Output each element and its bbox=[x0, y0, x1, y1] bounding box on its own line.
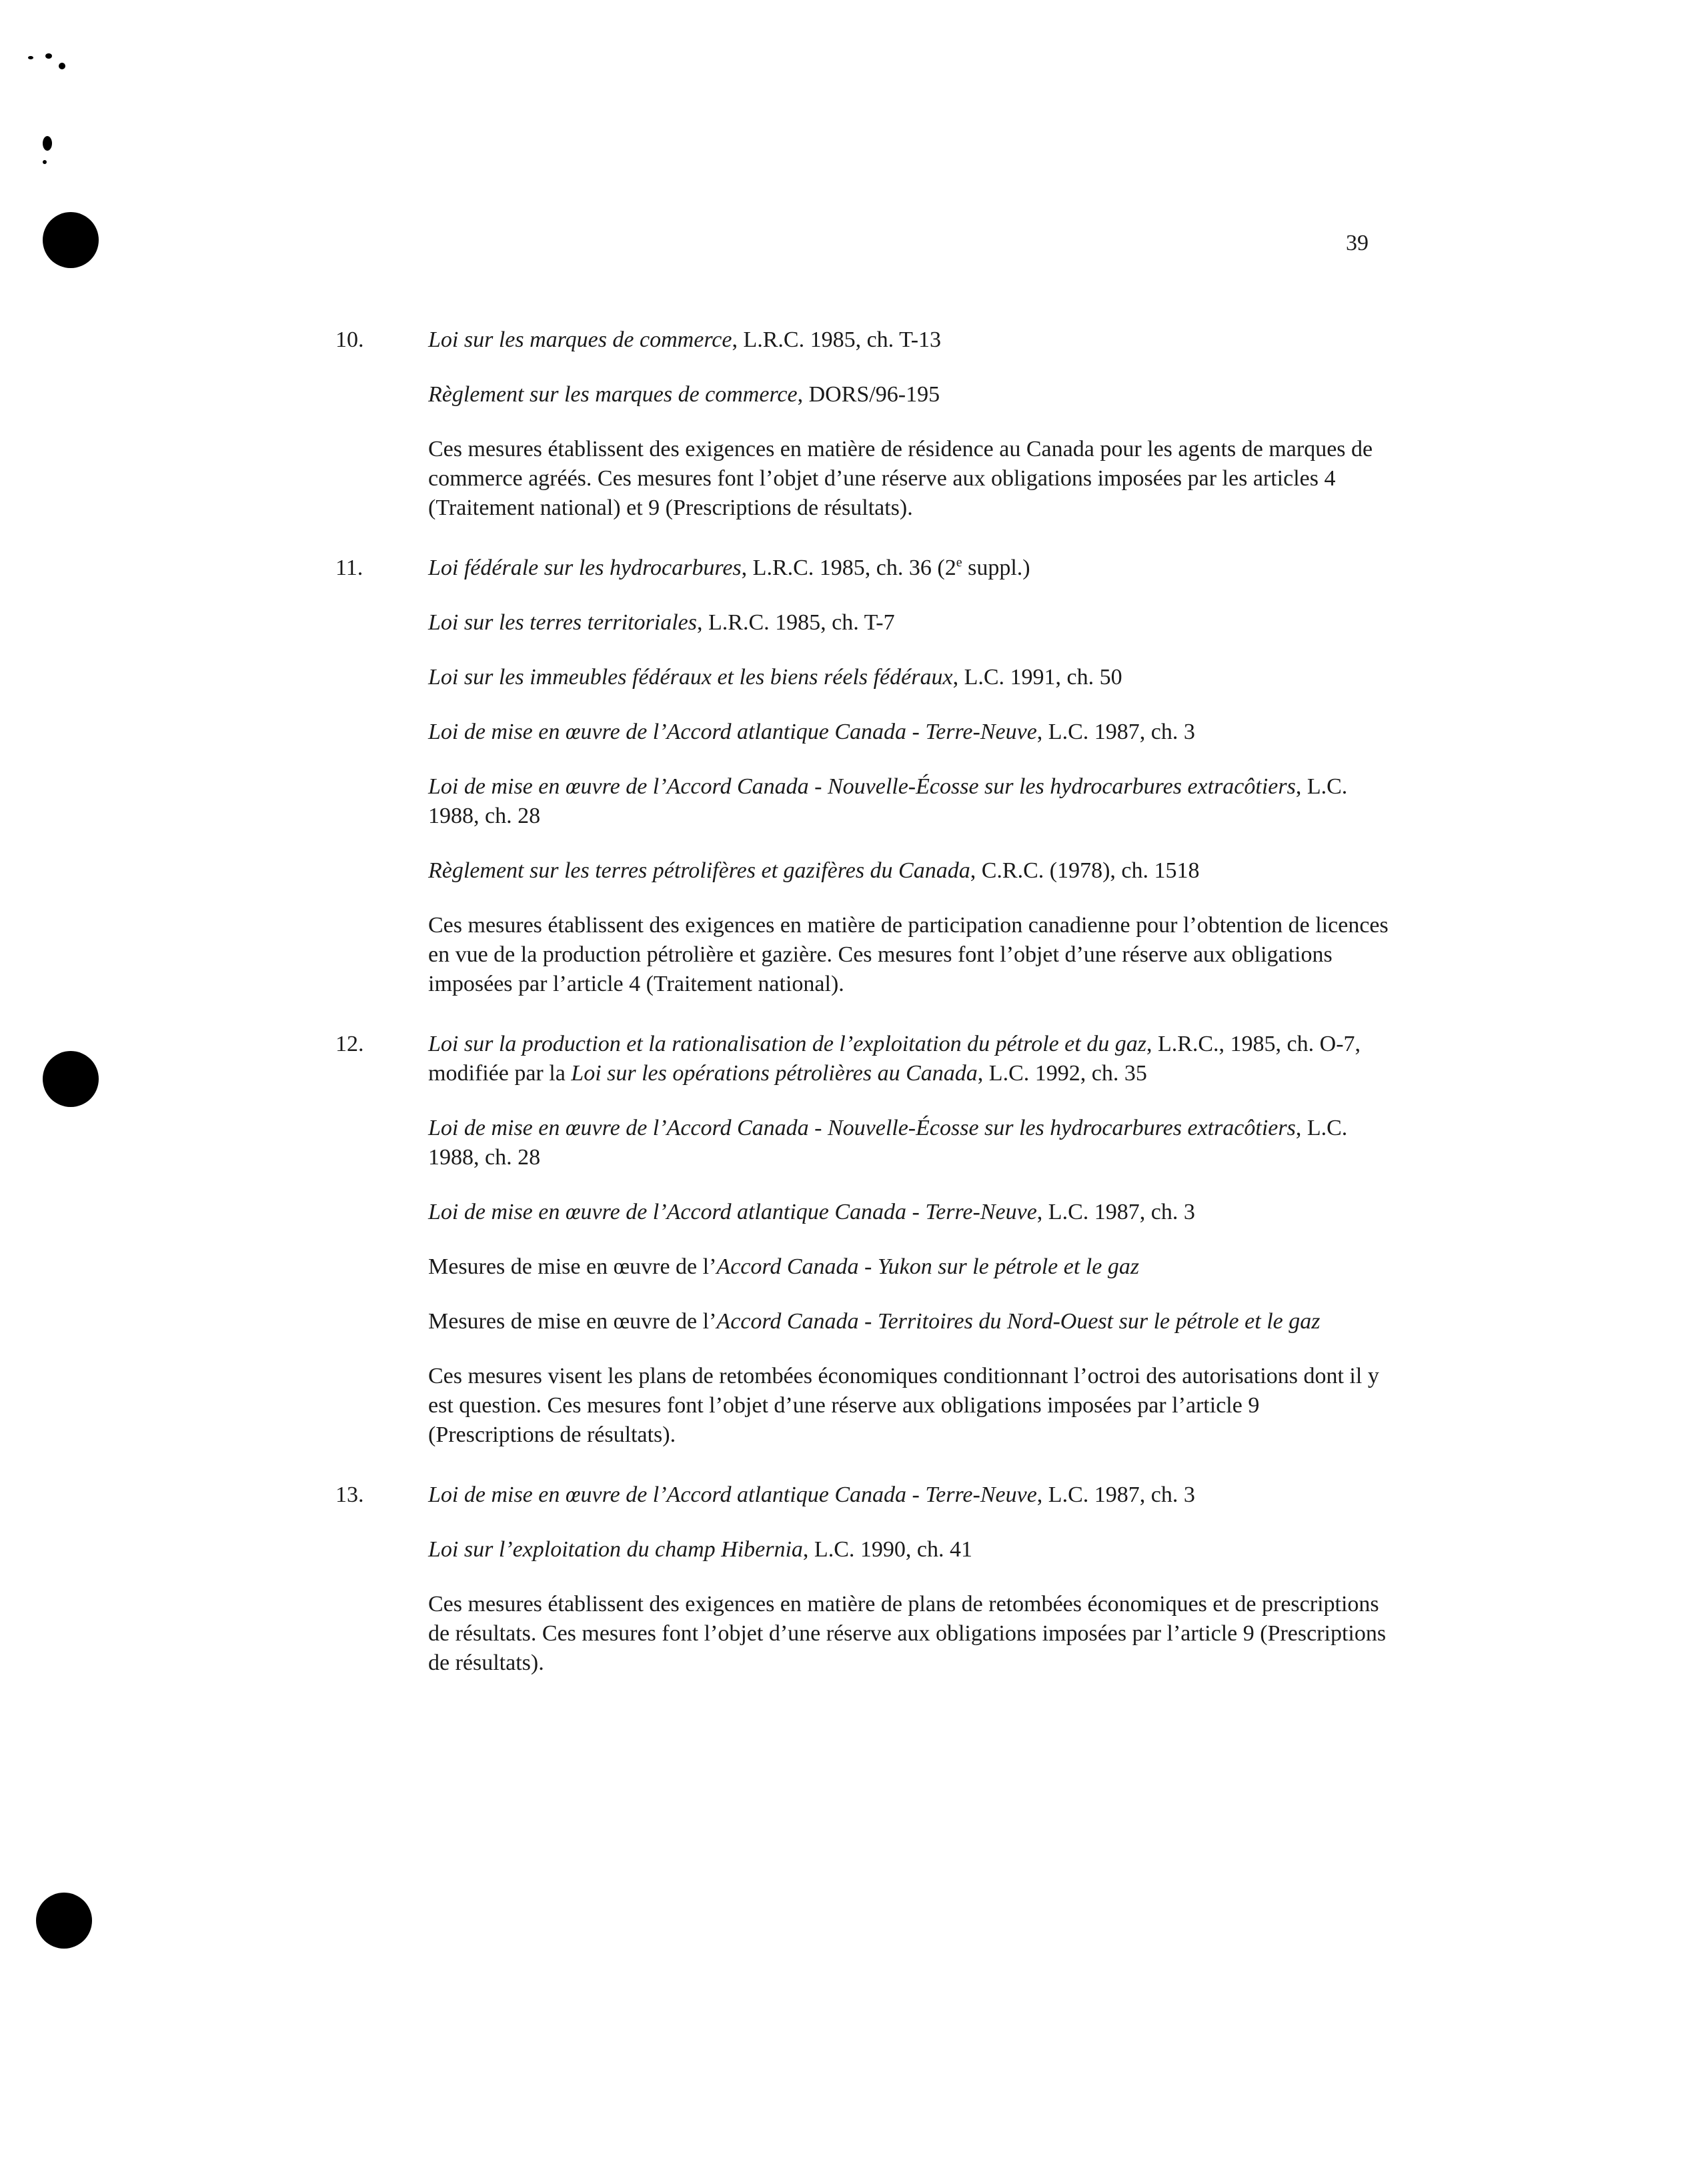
explanatory-paragraph: Ces mesures établissent des exigences en matière de plans de retombées économiques et de prescriptions de résultats. Ces mesures font l’objet d’une réserve aux obligations imposées par l’article 9 (Prescriptions de résultats). bbox=[428, 1592, 1387, 1675]
reference-line bbox=[428, 554, 1391, 583]
entry-body bbox=[428, 1030, 1391, 1450]
reference-title: Loi sur les terres territoriales bbox=[428, 610, 697, 635]
entry-11 bbox=[337, 554, 1391, 999]
reference-line bbox=[428, 608, 1391, 638]
scan-speck bbox=[43, 136, 52, 151]
scan-speck bbox=[43, 160, 47, 164]
scan-speck bbox=[28, 56, 33, 59]
scan-speck bbox=[59, 63, 65, 69]
reference-title: Loi sur les immeubles fédéraux et les biens réels fédéraux bbox=[428, 665, 953, 690]
explanatory-paragraph: Ces mesures établissent des exigences en matière de participation canadienne pour l’obtention de licences en vue de la production pétrolière et gazière. Ces mesures font l’objet d’une réserve aux obligations imposées par l’article 4 (Traitement national). bbox=[428, 913, 1389, 996]
reference-citation: , L.C. 1987, ch. 3 bbox=[1036, 720, 1195, 744]
entry-12 bbox=[337, 1030, 1391, 1450]
reference-line bbox=[428, 1252, 1391, 1282]
reference-title: Loi sur l’exploitation du champ Hibernia bbox=[428, 1537, 803, 1562]
reference-prefix: Mesures de mise en œuvre de l’ bbox=[428, 1254, 717, 1279]
reference-citation: , L.C. 1987, ch. 3 bbox=[1036, 1200, 1195, 1224]
punch-hole-middle bbox=[43, 1051, 99, 1107]
entry-number: 10. bbox=[335, 327, 364, 352]
entry-body bbox=[428, 1480, 1391, 1678]
superscript: e bbox=[956, 555, 962, 570]
scan-speck bbox=[45, 53, 52, 59]
reference-citation: , L.C. 1991, ch. 50 bbox=[952, 665, 1122, 690]
reference-line bbox=[428, 1114, 1391, 1172]
reference-title: Accord Canada - Territoires du Nord-Ouest sur le pétrole et le gaz bbox=[716, 1309, 1321, 1334]
entry-10 bbox=[337, 325, 1391, 523]
reference-title: Règlement sur les terres pétrolifères et gazifères du Canada bbox=[428, 858, 970, 883]
punch-hole-bottom bbox=[36, 1893, 92, 1949]
reference-citation: , L.C. 1992, ch. 35 bbox=[977, 1061, 1147, 1086]
reference-citation: , C.R.C. (1978), ch. 1518 bbox=[970, 858, 1200, 883]
reference-citation: , L.R.C., 1985, ch. O-7, modifiée par la bbox=[428, 1032, 1361, 1086]
punch-hole-top bbox=[43, 212, 99, 268]
reference-citation: , L.R.C. 1985, ch. T-13 bbox=[732, 327, 942, 352]
reference-citation: suppl.) bbox=[962, 556, 1030, 580]
reference-line bbox=[428, 772, 1391, 831]
reference-line bbox=[428, 718, 1391, 747]
entry-body bbox=[428, 325, 1391, 523]
entry-number: 13. bbox=[335, 1482, 364, 1507]
reference-line bbox=[428, 663, 1391, 692]
reference-citation: , DORS/96-195 bbox=[797, 382, 940, 407]
reference-title: Loi fédérale sur les hydrocarbures bbox=[428, 556, 742, 580]
reference-title: Loi de mise en œuvre de l’Accord Canada - Nouvelle-Écosse sur les hydrocarbures extracôtiers bbox=[428, 774, 1296, 799]
reference-line bbox=[428, 1030, 1391, 1088]
reference-citation: , L.C. 1988, ch. 28 bbox=[428, 1116, 1348, 1170]
reference-line bbox=[428, 1480, 1391, 1510]
reference-citation: , L.C. 1987, ch. 3 bbox=[1036, 1482, 1195, 1507]
entry-number: 12. bbox=[335, 1032, 364, 1056]
reference-title: Loi de mise en œuvre de l’Accord atlantique Canada - Terre-Neuve bbox=[428, 720, 1037, 744]
explanatory-paragraph: Ces mesures établissent des exigences en matière de résidence au Canada pour les agents de marques de commerce agréés. Ces mesures font l’objet d’une réserve aux obligations imposées par les articles 4 (Traitement national) et 9 (Prescriptions de résultats). bbox=[428, 437, 1373, 520]
reference-title: Loi sur la production et la rationalisation de l’exploitation du pétrole et du gaz bbox=[428, 1032, 1146, 1056]
reference-title: Loi de mise en œuvre de l’Accord atlantique Canada - Terre-Neuve bbox=[428, 1482, 1037, 1507]
reference-title: Loi de mise en œuvre de l’Accord Canada - Nouvelle-Écosse sur les hydrocarbures extracôtiers bbox=[428, 1116, 1296, 1140]
reference-line bbox=[428, 1535, 1391, 1564]
reference-line bbox=[428, 1198, 1391, 1227]
reference-citation: , L.R.C. 1985, ch. 36 (2 bbox=[741, 556, 956, 580]
reference-title: Loi sur les marques de commerce bbox=[428, 327, 732, 352]
entry-number: 11. bbox=[335, 556, 363, 580]
reference-line bbox=[428, 856, 1391, 886]
reference-line bbox=[428, 380, 1391, 409]
reference-line bbox=[428, 325, 1391, 355]
reference-citation: , L.C. 1988, ch. 28 bbox=[428, 774, 1348, 828]
reference-citation: , L.C. 1990, ch. 41 bbox=[802, 1537, 972, 1562]
reference-title: Accord Canada - Yukon sur le pétrole et le gaz bbox=[716, 1254, 1140, 1279]
entry-body bbox=[428, 554, 1391, 999]
reference-citation: , L.R.C. 1985, ch. T-7 bbox=[697, 610, 895, 635]
explanatory-paragraph: Ces mesures visent les plans de retombées économiques conditionnant l’octroi des autorisations dont il y est question. Ces mesures font l’objet d’une réserve aux obligations imposées par l’article 9 (Prescriptions de résultats). bbox=[428, 1364, 1379, 1447]
reference-title: Règlement sur les marques de commerce bbox=[428, 382, 798, 407]
entry-13 bbox=[337, 1480, 1391, 1678]
reference-title: Loi sur les opérations pétrolières au Canada bbox=[571, 1061, 978, 1086]
document-body bbox=[337, 325, 1391, 1709]
reference-line bbox=[428, 1307, 1391, 1336]
page-number: 39 bbox=[1346, 231, 1369, 255]
reference-title: Loi de mise en œuvre de l’Accord atlantique Canada - Terre-Neuve bbox=[428, 1200, 1037, 1224]
reference-prefix: Mesures de mise en œuvre de l’ bbox=[428, 1309, 717, 1334]
